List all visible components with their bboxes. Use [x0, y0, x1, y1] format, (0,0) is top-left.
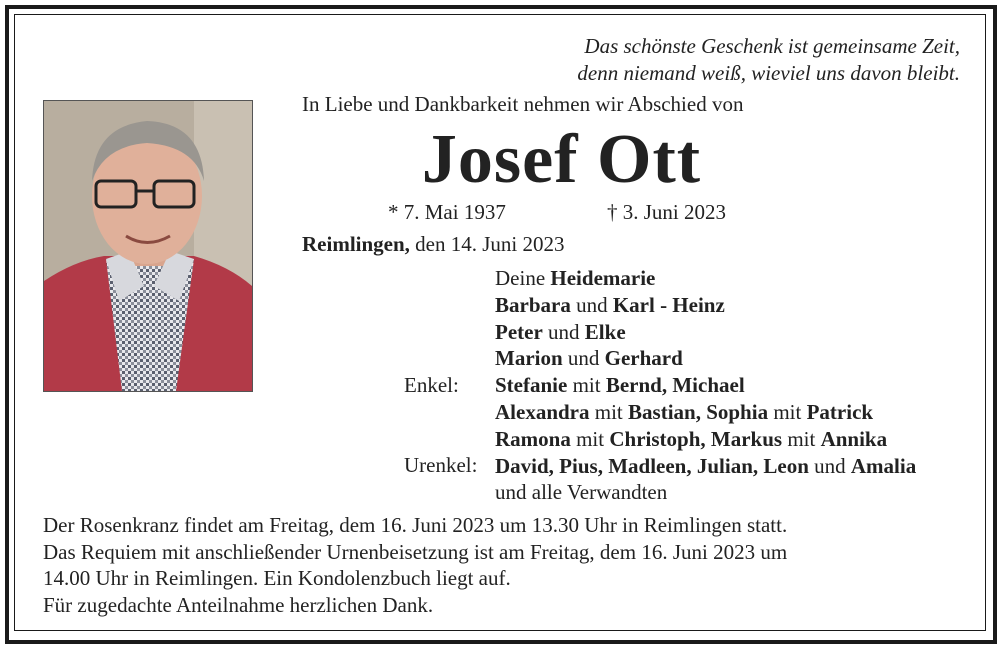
list-item: Stefanie mit Bernd, Michael — [495, 373, 745, 398]
mourners-list — [495, 265, 916, 506]
list-item: Marion und Gerhard — [495, 346, 683, 371]
footer-line: Für zugedachte Anteilnahme herzlichen Dank. — [43, 592, 434, 617]
list-item: Barbara und Karl - Heinz — [495, 292, 725, 317]
place-date-text: den 14. Juni 2023 — [415, 232, 565, 256]
list-item: und alle Verwandten — [495, 480, 668, 505]
place-date — [302, 232, 565, 257]
footer-line: Der Rosenkranz findet am Freitag, dem 16. Juni 2023 um 13.30 Uhr in Reimlingen statt. — [43, 513, 788, 537]
portrait-illustration — [44, 101, 252, 391]
quote-line: Das schönste Geschenk ist gemeinsame Zeit, — [584, 34, 960, 58]
footer-text — [43, 512, 787, 618]
list-item: Peter und Elke — [495, 319, 626, 344]
enkel-label: Enkel: — [404, 373, 459, 397]
list-item: Ramona mit Christoph, Markus mit Annika — [495, 426, 888, 451]
place-town: Reimlingen, — [302, 232, 410, 256]
deceased-name: Josef Ott — [421, 121, 702, 198]
list-item: Alexandra mit Bastian, Sophia mit Patrick — [495, 399, 874, 424]
quote-line: denn niemand weiß, wieviel uns davon bleibt. — [577, 61, 960, 85]
list-item: Deine Heidemarie — [495, 266, 656, 290]
list-item: David, Pius, Madleen, Julian, Leon und Amalia — [495, 453, 917, 478]
footer-line: 14.00 Uhr in Reimlingen. Ein Kondolenzbuch liegt auf. — [43, 566, 511, 590]
quote — [440, 33, 960, 87]
urenkel-label: Urenkel: — [404, 453, 478, 477]
intro-text: In Liebe und Dankbarkeit nehmen wir Abschied von — [302, 92, 744, 116]
death-date: † 3. Juni 2023 — [607, 200, 727, 224]
birth-date: * 7. Mai 1937 — [388, 200, 506, 224]
portrait-photo — [43, 100, 253, 392]
footer-line: Das Requiem mit anschließender Urnenbeisetzung ist am Freitag, dem 16. Juni 2023 um — [43, 539, 788, 564]
